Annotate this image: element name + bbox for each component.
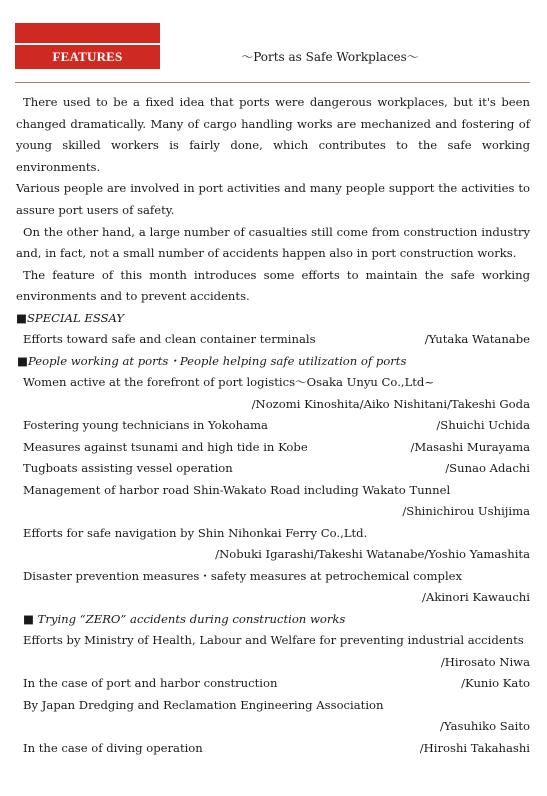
features-label: FEATURES [15, 45, 160, 69]
entry-title: Efforts by Ministry of Health, Labour and Welfare for preventing industrial accidents [23, 633, 524, 648]
entry-title: Efforts for safe navigation by Shin Nihonkai Ferry Co.,Ltd. [23, 525, 368, 540]
section-title-special-essay: ■SPECIAL ESSAY [16, 310, 125, 325]
entry-title: Fostering young technicians in Yokohama [23, 418, 268, 433]
entry-title: In the case of port and harbor construction [23, 676, 278, 691]
toc-entry [16, 673, 530, 695]
section-title-people-at-ports: ■People working at ports・People helping safe utilization of ports [17, 353, 407, 368]
toc-entry [16, 329, 530, 351]
intro-paragraph-1: There used to be a fixed idea that ports were dangerous workplaces, but it's been changed dramatically. Many of cargo handling works are mechanized and fostering of young skilled workers is fairly done, which contributes to the safe working environments. [16, 95, 530, 174]
intro-paragraph-4: The feature of this month introduces some efforts to maintain the safe working environments and to prevent accidents. [16, 267, 530, 304]
entry-author: /Hirosato Niwa [440, 654, 530, 669]
entry-title: Women active at the forefront of port logistics～Osaka Unyu Co.,Ltd~ [23, 375, 435, 390]
entry-author: /Kunio Kato [461, 676, 530, 691]
toc-entry [16, 738, 530, 760]
toc-entry [16, 415, 530, 437]
entry-author: /Sunao Adachi [445, 461, 530, 476]
entry-title: Tugboats assisting vessel operation [23, 461, 233, 476]
entry-title: In the case of diving operation [23, 740, 203, 755]
entry-author: /Shuichi Uchida [436, 418, 530, 433]
section-title-zero-accidents: ■ Trying “ZERO” accidents during construction works [23, 611, 346, 626]
intro-paragraph-3: On the other hand, a large number of casualties still come from construction industry and, in fact, not a small number of accidents happen also in port construction works. [16, 224, 530, 261]
toc-entry [16, 458, 530, 480]
entry-title: Measures against tsunami and high tide in Kobe [23, 439, 308, 454]
entry-author: /Masashi Murayama [410, 439, 530, 454]
entry-title: Efforts toward safe and clean container terminals [23, 332, 316, 347]
entry-author: /Shinichirou Ushijima [402, 504, 530, 519]
toc-entry [16, 437, 530, 459]
feature-subtitle: ～Ports as Safe Workplaces～ [241, 50, 419, 64]
entry-author: /Akinori Kawauchi [422, 590, 530, 605]
entry-author: /Nozomi Kinoshita/Aiko Nishitani/Takeshi Goda [251, 396, 530, 411]
header-divider [15, 82, 530, 83]
entry-author: /Yasuhiko Saito [439, 719, 530, 734]
header-accent-bar [15, 23, 160, 43]
entry-title: Disaster prevention measures・safety measures at petrochemical complex [23, 568, 463, 583]
article-body [16, 92, 530, 759]
entry-author: /Hiroshi Takahashi [419, 740, 530, 755]
intro-paragraph-2: Various people are involved in port activities and many people support the activities to assure port users of safety. [16, 181, 530, 217]
entry-title: Management of harbor road Shin-Wakato Road including Wakato Tunnel [23, 482, 451, 497]
entry-title: By Japan Dredging and Reclamation Engineering Association [23, 697, 384, 712]
entry-author: /Yutaka Watanabe [424, 332, 530, 347]
entry-author: /Nobuki Igarashi/Takeshi Watanabe/Yoshio Yamashita [215, 547, 530, 562]
